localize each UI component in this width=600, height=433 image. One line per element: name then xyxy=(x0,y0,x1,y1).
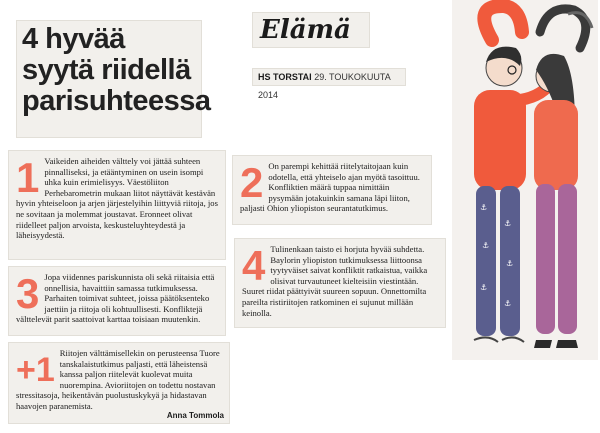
dateline xyxy=(252,68,406,100)
svg-text:⚓: ⚓ xyxy=(504,299,512,308)
reason-text: Vaikeiden aiheiden välttely voi jättää suhteen pinnalliseksi, ja etääntyminen on usein isompi uhka kuin erimielisyys. Väestöliiton Perhebarometrin mukaan liitot näyttävät kestävän hyvin yhteiseloon ja arjen järjestelyihin liittyviä riitoja, jos ne sovitaan ja molemmat joustavat. Eronneet olivat riidelleet paljon arvoista, keskusteluyhteydestä ja läheisyydestä. xyxy=(16,156,218,241)
reason-item-3 xyxy=(8,266,226,336)
reason-number: 4 xyxy=(242,242,266,289)
reason-text: Jopa viidennes pariskunnista oli sekä riitaisia että onnellisia, havaittiin samassa tutkimuksessa. Parhaiten toimivat suhteet, joissa päätöksenteko jaettiin ja riitoja oli kohtuullisesti. Konfliktejä välttelevät parit saattoivat karttaa toisiaan muutenkin. xyxy=(16,272,215,325)
reason-text: Riitojen välttämisellekin on perusteensa Tuore tanskalaistutkimus paljasti, että läheistensä kanssa paljon riitelevät kuolevat muita nuorempina. Avioriitojen on todettu nostavan stressitasoja, heikentävän puolustuskykyä ja hidastavan haavojen paranemista. xyxy=(16,348,220,411)
reason-text: On parempi kehittää riitelytaitojaan kuin odotella, että yhteiselo ajan myötä tasoittuu. Konfliktien määrä tuppaa nimittäin pysymään jotakuinkin samana läpi liiton, paljasti Ohion yliopiston seurantatutkimus. xyxy=(240,161,420,214)
reason-item-bonus xyxy=(8,342,230,424)
reason-item-1 xyxy=(8,150,226,260)
svg-text:⚓: ⚓ xyxy=(480,283,488,292)
masthead-clip xyxy=(252,12,370,48)
reason-item-2 xyxy=(232,155,432,225)
reason-number: 3 xyxy=(16,270,40,317)
headline-clip xyxy=(16,20,211,138)
couple-illustration xyxy=(452,0,598,360)
author-byline: Anna Tommola xyxy=(166,411,224,421)
paper-name: HS TORSTAI xyxy=(258,72,312,82)
reason-number: +1 xyxy=(16,351,55,389)
svg-text:⚓: ⚓ xyxy=(504,219,512,228)
reason-item-4 xyxy=(234,238,446,328)
section-masthead: Elämä xyxy=(260,15,351,45)
couple-illustration-drawing xyxy=(452,0,598,360)
reason-text: Tulinenkaan taisto ei horjuta hyvää suhdetta. Baylorin yliopiston tutkimuksessa liittoonsa tyytyväiset saivat konfliktit ratkaistua, vaikka olisivat turvautuneet kielteisiin viestintään. Suuret riidat päättyivät suureen sopuun. Onnettomilta pareilta ristiriitojen ratkominen ei sujunut millään keinolla. xyxy=(242,244,428,318)
reason-number: 1 xyxy=(16,154,40,201)
publication-date: 29. TOUKOKUUTA 2014 xyxy=(258,72,391,100)
svg-text:⚓: ⚓ xyxy=(482,241,490,250)
svg-text:⚓: ⚓ xyxy=(480,203,488,212)
reason-number: 2 xyxy=(240,159,264,206)
svg-text:⚓: ⚓ xyxy=(506,259,514,268)
article-headline: 4 hyvää syytä riidellä parisuhteessa xyxy=(22,23,211,117)
